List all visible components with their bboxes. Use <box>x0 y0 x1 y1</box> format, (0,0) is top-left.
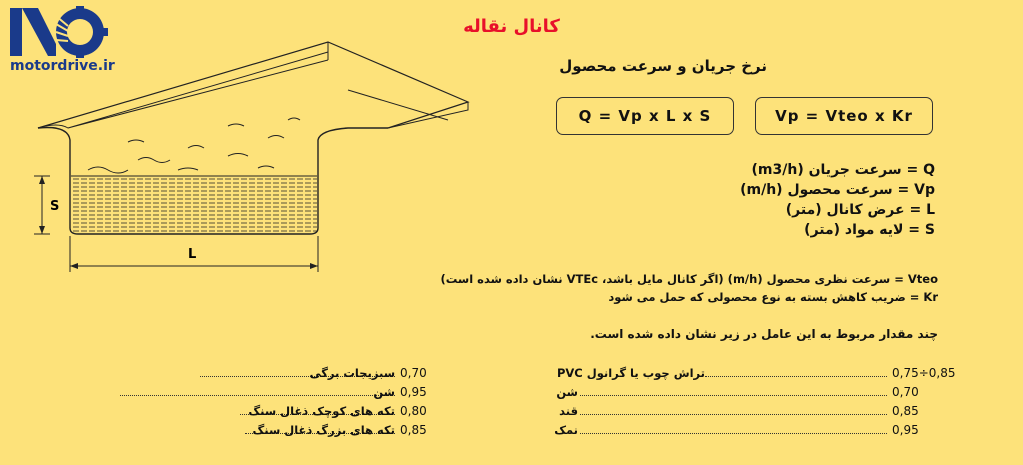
table-row: 0,80 تکه های کوچک ذغال سنگ <box>80 404 440 423</box>
table-row: 0,95 نمک <box>554 423 919 437</box>
logo-text: motordrive.ir <box>10 58 115 74</box>
channel-diagram <box>28 30 498 280</box>
table-row: 0,85 قند <box>559 404 919 418</box>
table-row: 0,95 شن <box>80 385 440 404</box>
note-row: Vteo = سرعت نظری محصول (m/h) (اگر کانال مایل باشد، VTEc نشان داده شده است) <box>440 272 938 286</box>
table-row: 0,70 سبزیجات برگی <box>80 366 440 385</box>
definitions-list <box>740 160 935 240</box>
s-dimension-label: S <box>50 199 60 214</box>
intro-text: چند مقدار مربوط به این عامل در زیر نشان داده شده است. <box>590 327 938 341</box>
factor-table-right <box>555 366 965 442</box>
page-title: کانال نقاله <box>463 16 560 37</box>
definition-row: Q = سرعت جریان (m3/h) <box>751 162 935 178</box>
formula-flow-rate: Q = Vp x L x S <box>556 97 734 135</box>
factor-table-left <box>80 366 440 442</box>
definition-row: S = لایه مواد (متر) <box>804 222 935 238</box>
table-row: 0,85 تکه های بزرگ ذغال سنگ <box>80 423 440 442</box>
l-dimension-label: L <box>188 247 197 262</box>
definition-row: Vp = سرعت محصول (m/h) <box>740 182 935 198</box>
table-row: 0,70 شن <box>556 385 919 399</box>
table-row: 0,75÷0,85 تراش چوب یا گرانول PVC <box>556 366 956 380</box>
section-title: نرخ جریان و سرعت محصول <box>559 57 767 75</box>
notes-list <box>440 270 938 306</box>
note-row: Kr = ضریب کاهش بسته به نوع محصولی که حمل می شود <box>608 290 938 304</box>
definition-row: L = عرض کانال (متر) <box>785 202 935 218</box>
formula-product-speed: Vp = Vteo x Kr <box>755 97 933 135</box>
